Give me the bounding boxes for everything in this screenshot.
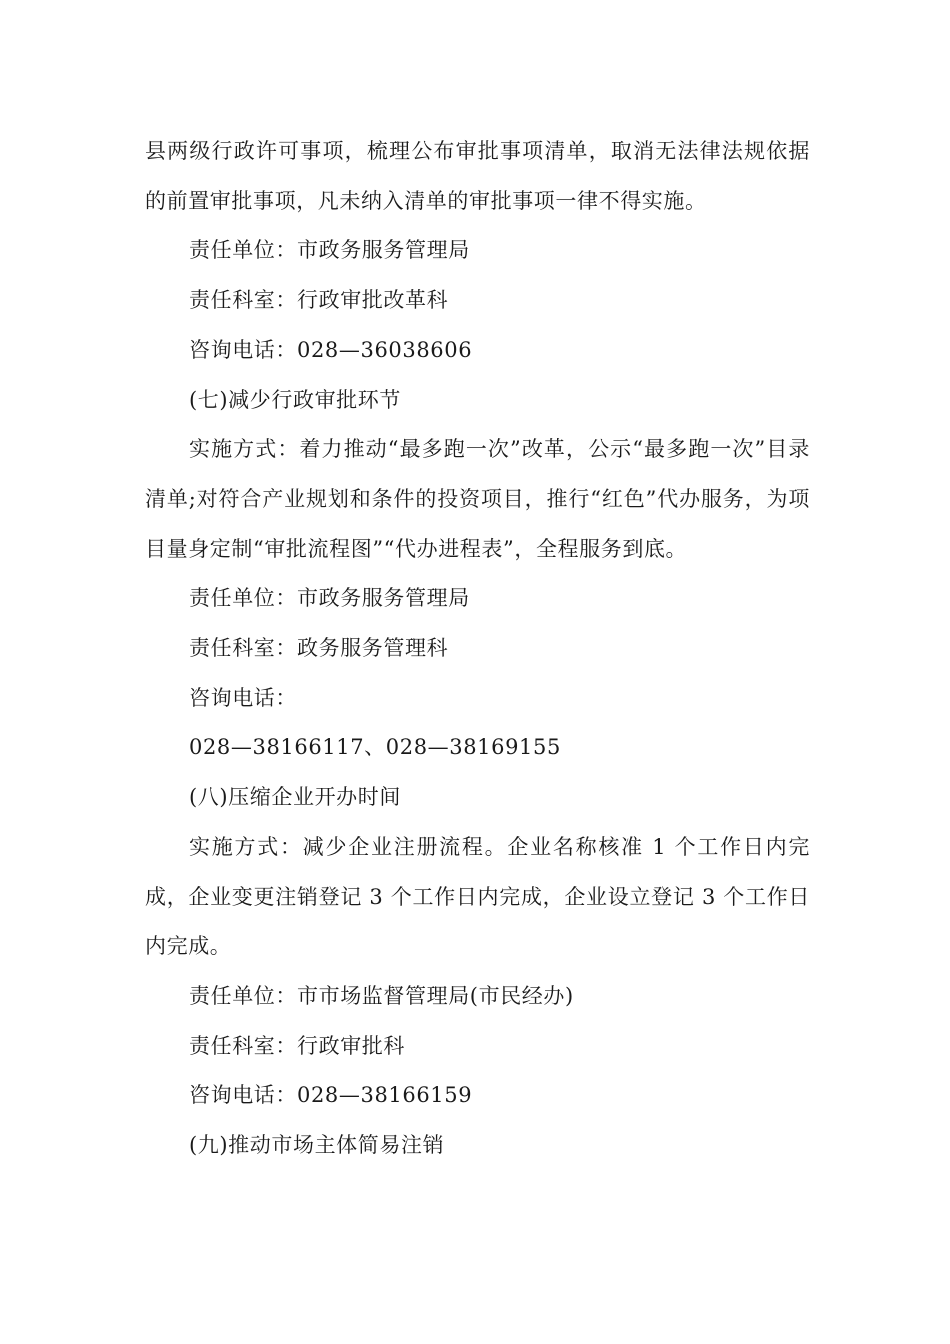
implementation-method: 实施方式：着力推动“最多跑一次”改革，公示“最多跑一次”目录清单;对符合产业规划和条件的投资项目，推行“红色”代办服务，为项目量身定制“审批流程图”“代办进程表”，全程服务到底。: [145, 437, 810, 561]
responsible-unit: 责任单位：市市场监督管理局(市民经办): [189, 983, 574, 1008]
implementation-method: 实施方式：减少企业注册流程。企业名称核准 1 个工作日内完成，企业变更注销登记 3 个工作日内完成，企业设立登记 3 个工作日内完成。: [145, 834, 810, 959]
section-heading-7: (七)减少行政审批环节: [189, 387, 401, 412]
consult-phone-label: 咨询电话：: [189, 685, 297, 710]
responsible-office: 责任科室：行政审批改革科: [189, 288, 449, 313]
document-body: [145, 127, 810, 1171]
consult-phone-numbers: 028—38166117、028—38169155: [189, 735, 561, 760]
responsible-unit: 责任单位：市政务服务管理局: [189, 238, 470, 263]
responsible-office: 责任科室：行政审批科: [189, 1033, 405, 1058]
consult-phone: 咨询电话：028—38166159: [189, 1083, 473, 1108]
section-heading-8: (八)压缩企业开办时间: [189, 785, 401, 810]
section-heading-9: (九)推动市场主体简易注销: [189, 1133, 445, 1158]
responsible-unit: 责任单位：市政务服务管理局: [189, 586, 470, 611]
responsible-office: 责任科室：政务服务管理科: [189, 636, 449, 661]
paragraph-approval-list: 县两级行政许可事项，梳理公布审批事项清单，取消无法律法规依据的前置审批事项，凡未纳入清单的审批事项一律不得实施。: [145, 139, 810, 213]
consult-phone: 咨询电话：028—36038606: [189, 337, 473, 362]
